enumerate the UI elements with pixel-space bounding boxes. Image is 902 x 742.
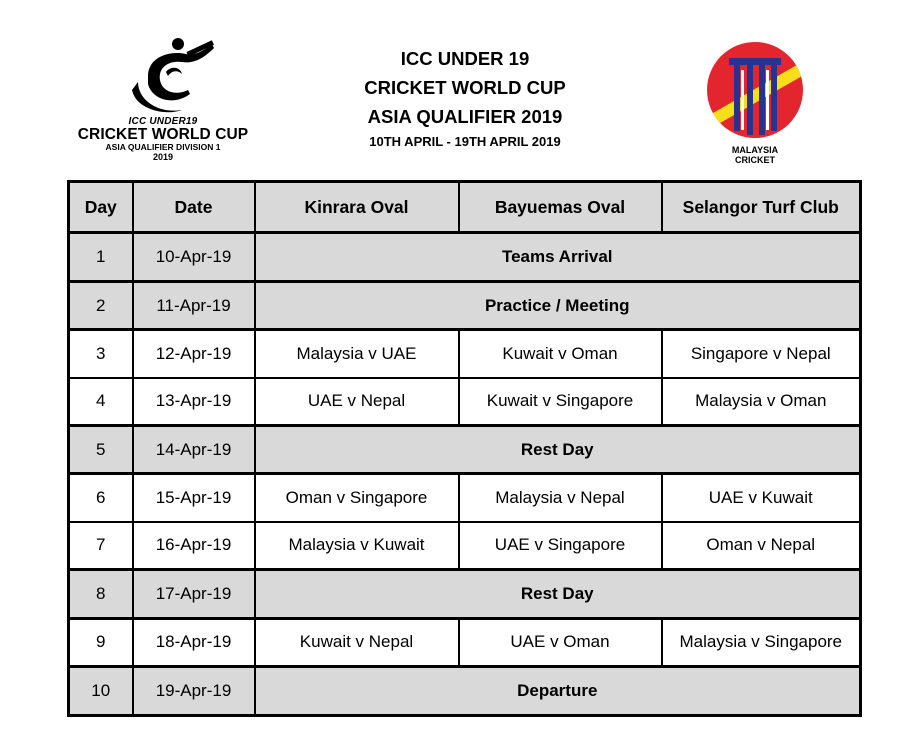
table-row <box>69 667 861 716</box>
cricket-text: CRICKET <box>735 155 775 165</box>
selangor-match-cell: Malaysia v Oman <box>662 378 861 426</box>
division-text: ASIA QUALIFIER DIVISION 1 <box>105 142 221 152</box>
date-cell: 16-Apr-19 <box>133 522 255 570</box>
cwc-text: CRICKET WORLD CUP <box>77 126 249 143</box>
bayuemas-match-cell: UAE v Singapore <box>459 522 662 570</box>
stumps-emblem-icon <box>701 40 809 140</box>
table-row <box>69 330 861 378</box>
title-line-1: ICC UNDER 19 <box>400 48 530 69</box>
bayuemas-match-cell: Malaysia v Nepal <box>459 474 662 522</box>
table-row <box>69 522 861 570</box>
date-cell: 18-Apr-19 <box>133 618 255 667</box>
table-header-row <box>69 182 861 233</box>
table-row <box>69 233 861 282</box>
col-header-day: Day <box>69 182 133 233</box>
tournament-dates: 10TH APRIL - 19TH APRIL 2019 <box>369 134 561 149</box>
day-cell: 6 <box>69 474 133 522</box>
schedule-table <box>67 180 862 717</box>
icc-u19-logo <box>72 36 254 171</box>
selangor-match-cell: Malaysia v Singapore <box>662 618 861 667</box>
table-row <box>69 281 861 330</box>
page-title <box>300 44 630 149</box>
day-cell: 9 <box>69 618 133 667</box>
col-header-bayuemas: Bayuemas Oval <box>459 182 662 233</box>
col-header-kinrara: Kinrara Oval <box>255 182 459 233</box>
title-line-2: CRICKET WORLD CUP <box>364 77 566 98</box>
kinrara-match-cell: Kuwait v Nepal <box>255 618 459 667</box>
date-cell: 12-Apr-19 <box>133 330 255 378</box>
title-line-3: ASIA QUALIFIER 2019 <box>367 106 563 127</box>
day-cell: 1 <box>69 233 133 282</box>
event-cell: Teams Arrival <box>255 233 861 282</box>
selangor-match-cell: Singapore v Nepal <box>662 330 861 378</box>
table-row <box>69 618 861 667</box>
bayuemas-match-cell: Kuwait v Oman <box>459 330 662 378</box>
day-cell: 3 <box>69 330 133 378</box>
table-row <box>69 569 861 618</box>
table-row <box>69 474 861 522</box>
event-cell: Practice / Meeting <box>255 281 861 330</box>
date-cell: 19-Apr-19 <box>133 667 255 716</box>
date-cell: 11-Apr-19 <box>133 281 255 330</box>
kinrara-match-cell: UAE v Nepal <box>255 378 459 426</box>
selangor-match-cell: Oman v Nepal <box>662 522 861 570</box>
kinrara-match-cell: Malaysia v Kuwait <box>255 522 459 570</box>
logo-year-text: 2019 <box>152 152 174 162</box>
col-header-selangor: Selangor Turf Club <box>662 182 861 233</box>
kinrara-match-cell: Oman v Singapore <box>255 474 459 522</box>
day-cell: 4 <box>69 378 133 426</box>
date-cell: 14-Apr-19 <box>133 425 255 474</box>
event-cell: Rest Day <box>255 569 861 618</box>
day-cell: 7 <box>69 522 133 570</box>
date-cell: 15-Apr-19 <box>133 474 255 522</box>
date-cell: 17-Apr-19 <box>133 569 255 618</box>
table-row <box>69 378 861 426</box>
date-cell: 13-Apr-19 <box>133 378 255 426</box>
batsman-swirl-icon <box>108 36 218 118</box>
day-cell: 8 <box>69 569 133 618</box>
icc-under19-text: ICC UNDER19 <box>128 116 198 127</box>
malaysia-cricket-logo <box>700 40 810 170</box>
event-cell: Departure <box>255 667 861 716</box>
table-row <box>69 425 861 474</box>
day-cell: 2 <box>69 281 133 330</box>
bayuemas-match-cell: Kuwait v Singapore <box>459 378 662 426</box>
bayuemas-match-cell: UAE v Oman <box>459 618 662 667</box>
event-cell: Rest Day <box>255 425 861 474</box>
kinrara-match-cell: Malaysia v UAE <box>255 330 459 378</box>
date-cell: 10-Apr-19 <box>133 233 255 282</box>
col-header-date: Date <box>133 182 255 233</box>
day-cell: 5 <box>69 425 133 474</box>
malaysia-text: MALAYSIA <box>731 145 779 155</box>
selangor-match-cell: UAE v Kuwait <box>662 474 861 522</box>
day-cell: 10 <box>69 667 133 716</box>
